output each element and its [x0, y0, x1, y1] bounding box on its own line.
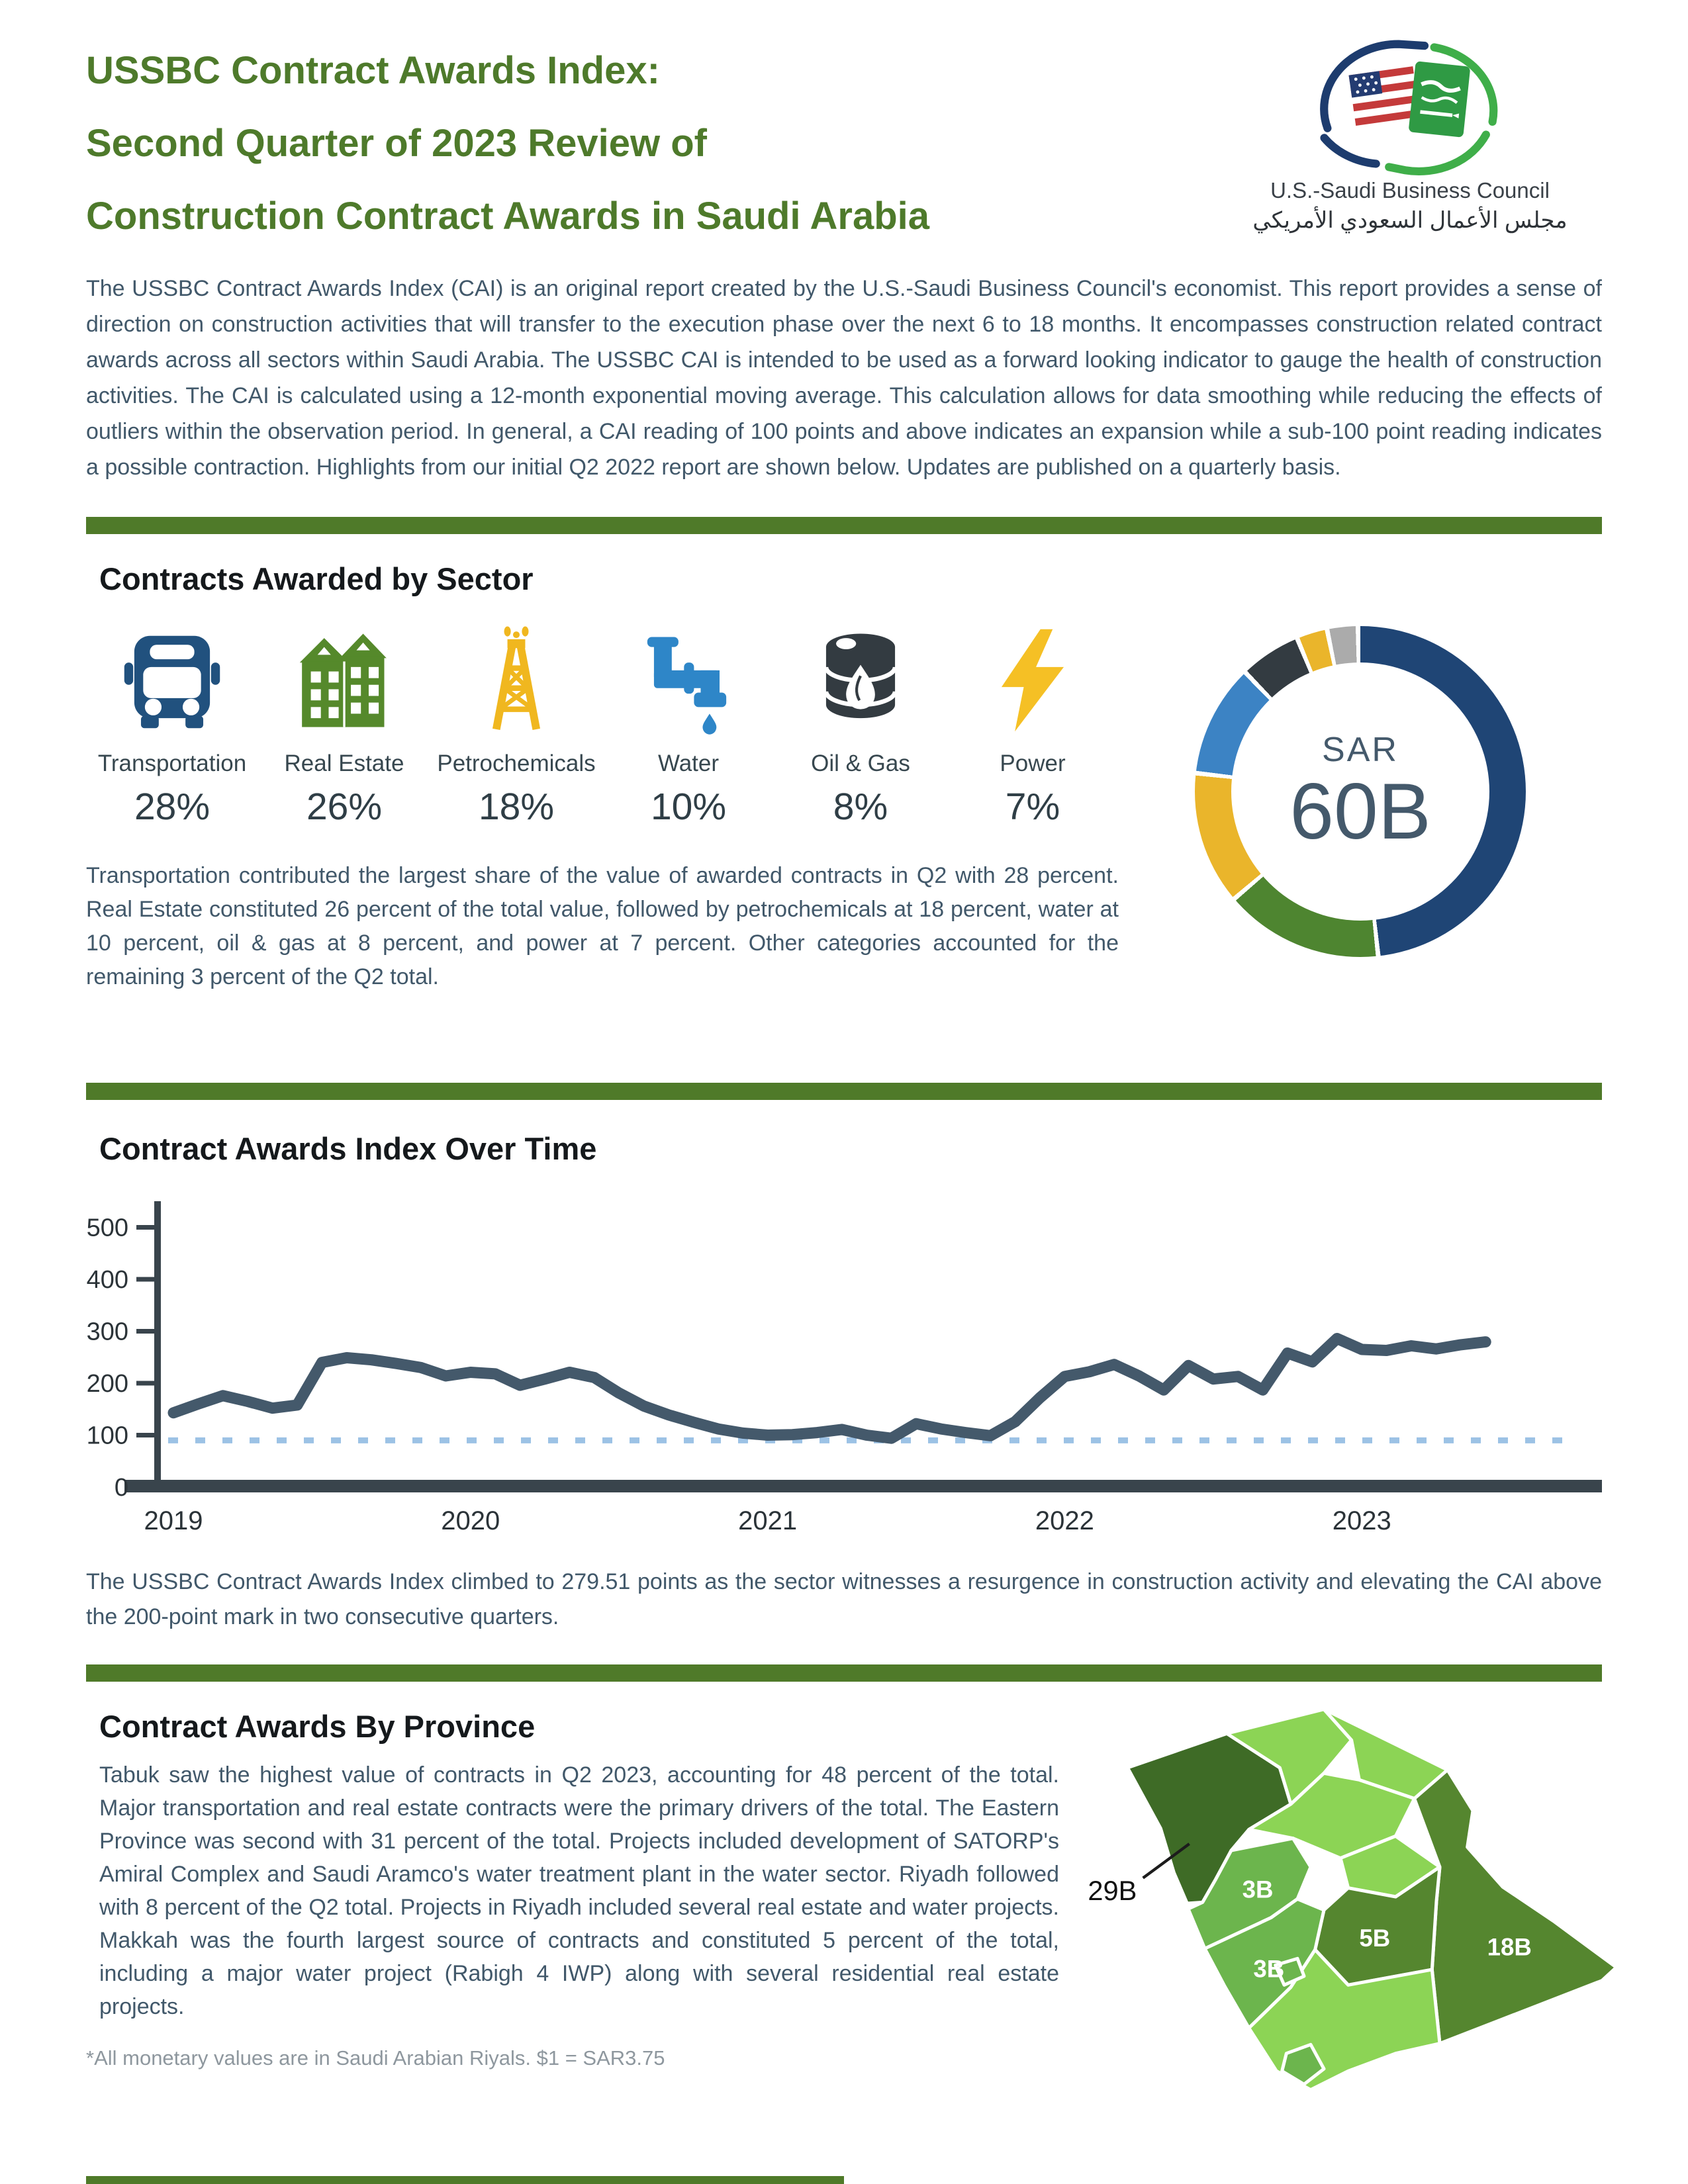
- y-tick-label: 0: [114, 1473, 128, 1502]
- donut-currency-label: SAR: [1322, 731, 1399, 770]
- page-title: [86, 34, 929, 253]
- map-value-eastern: 18B: [1487, 1933, 1532, 1961]
- province-section: [86, 1708, 1602, 2107]
- logo-blue-arc-bottom: [1325, 138, 1376, 163]
- us-flag: [1349, 66, 1421, 126]
- faucet-icon: [633, 625, 744, 736]
- sector-percent: 10%: [650, 785, 727, 828]
- index-section-title: Contract Awards Index Over Time: [99, 1130, 597, 1166]
- sector-label: Petrochemicals: [437, 750, 596, 776]
- donut-total-value: 60B: [1289, 767, 1431, 856]
- map-region-eastern: [1415, 1770, 1617, 2044]
- y-tick-label: 300: [86, 1318, 128, 1346]
- saudi-arabia-province-map: [1059, 1682, 1655, 2107]
- sector-label: Power: [1000, 750, 1066, 776]
- sector-item-real-estate: [258, 625, 430, 829]
- x-tick-label: 2019: [144, 1506, 203, 1535]
- map-value-riyadh: 5B: [1359, 1925, 1391, 1952]
- saudi-flag: [1409, 61, 1471, 138]
- sector-percent: 8%: [833, 785, 888, 828]
- map-value-tabuk: 29B: [1088, 1875, 1137, 1907]
- sector-item-transportation: [86, 625, 258, 829]
- province-paragraph: Tabuk saw the highest value of contracts in Q2 2023, accounting for 48 percent of the total. Major transportation and real estate contracts were the primary drivers of the total. The Eastern Province was second with 31 percent of the total. Projects included development of SATORP's Amiral Complex and Saudi Aramco's water treatment plant in the water sector. Riyadh followed with 8 percent of the Q2 total. Projects in Riyadh included several real estate and water projects. Makkah was the fourth largest source of contracts and constituted 5 percent of the total, including a major water project (Rabigh 4 IWP) along with several residential real estate projects.: [99, 1762, 1059, 2019]
- bus-icon: [117, 625, 228, 736]
- intro-paragraph: The USSBC Contract Awards Index (CAI) is an original report created by the U.S.-Saudi Business Council's economist. This report provides a sense of direction on construction activities that will transfer to the execution phase over the next 6 to 18 months. It encompasses construction related contract awards across all sectors within Saudi Arabia. The USSBC CAI is intended to be used as a forward looking indicator to gauge the health of construction activities. The CAI is calculated using a 12-month exponential moving average. This calculation allows for data smoothing while reducing the effects of outliers within the observation period. In general, a CAI reading of 100 points and above indicates an expansion while a sub-100 point reading indicates a possible contraction. Highlights from our initial Q2 2022 report are shown below. Updates are published on a quarterly basis.: [86, 275, 1602, 480]
- map-value-madinah: 3B: [1242, 1876, 1274, 1903]
- footnote: *All monetary values are in Saudi Arabian Riyals. $1 = SAR3.75: [86, 2046, 665, 2070]
- sector-label: Transportation: [97, 750, 247, 776]
- ussbc-logo-icon: [1304, 34, 1516, 177]
- logo-org-name-en: U.S.-Saudi Business Council: [1270, 178, 1550, 203]
- donut-center: [1231, 662, 1489, 921]
- province-section-title: Contract Awards By Province: [99, 1709, 536, 1745]
- logo-org-name-ar: مجلس الأعمال السعودي الأمريكي: [1252, 208, 1568, 233]
- page-title-line-3: Construction Contract Awards in Saudi Arabia: [86, 195, 930, 238]
- x-tick-label: 2020: [441, 1506, 500, 1535]
- index-paragraph: The USSBC Contract Awards Index climbed to 279.51 points as the sector witnesses a resurgence in construction activity and elevating the CAI above the 200-point mark in two consecutive quarters.: [86, 1569, 1602, 1629]
- sector-icons-row: [86, 625, 1119, 829]
- x-tick-label: 2023: [1332, 1506, 1391, 1535]
- sector-label: Real Estate: [284, 750, 404, 776]
- page-title-line-2: Second Quarter of 2023 Review of: [86, 122, 707, 165]
- section-divider: [86, 1083, 1602, 1100]
- page-title-line-1: USSBC Contract Awards Index:: [86, 49, 660, 92]
- sector-item-water: [602, 625, 774, 829]
- sector-section-title: Contracts Awarded by Sector: [99, 561, 534, 596]
- ussbc-logo: [1192, 34, 1628, 234]
- x-axis-bar: [124, 1480, 1602, 1492]
- sector-paragraph: Transportation contributed the largest share of the value of awarded contracts in Q2 with 28 percent. Real Estate constituted 26 percent of the total value, followed by petrochemicals at 18 percent, water at 10 percent, oil & gas at 8 percent, and power at 7 percent. Other categories accounted for the remaining 3 percent of the Q2 total.: [86, 862, 1119, 989]
- oil-derrick-icon: [461, 625, 572, 736]
- cai-series-line: [173, 1338, 1485, 1438]
- section-divider: [86, 1664, 1602, 1682]
- sector-section: [86, 561, 1602, 1017]
- building-icon: [289, 625, 400, 736]
- sector-percent: 26%: [306, 785, 383, 828]
- logo-green-arc-bottom: [1389, 134, 1486, 171]
- oil-barrel-icon: [805, 625, 916, 736]
- x-tick-label: 2022: [1035, 1506, 1094, 1535]
- y-tick-label: 100: [86, 1422, 128, 1450]
- map-value-makkah: 3B: [1253, 1955, 1285, 1983]
- y-tick-label: 500: [86, 1214, 128, 1242]
- section-divider: [86, 517, 1602, 534]
- header: [86, 0, 1602, 253]
- sector-percent: 7%: [1005, 785, 1060, 828]
- sector-label: Water: [657, 750, 720, 776]
- sector-percent: 28%: [134, 785, 211, 828]
- sector-percent: 18%: [478, 785, 555, 828]
- y-tick-label: 200: [86, 1369, 128, 1398]
- sector-item-power: [947, 625, 1119, 829]
- bottom-divider: [86, 2176, 844, 2184]
- sector-label: Oil & Gas: [811, 750, 910, 776]
- sector-item-oil-gas: [774, 625, 947, 829]
- y-tick-label: 400: [86, 1265, 128, 1294]
- lightning-bolt-icon: [977, 625, 1088, 736]
- cai-line-chart: [86, 1177, 1602, 1538]
- x-tick-label: 2021: [738, 1506, 798, 1535]
- sector-donut-chart: [1195, 626, 1526, 957]
- sector-item-petrochemicals: [430, 625, 602, 829]
